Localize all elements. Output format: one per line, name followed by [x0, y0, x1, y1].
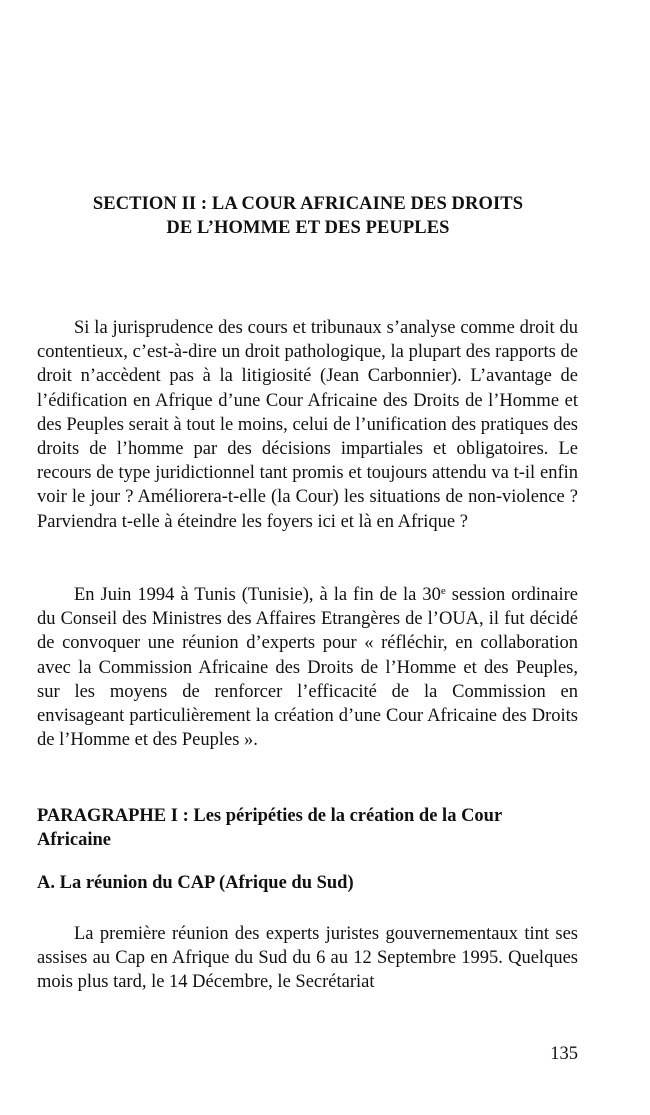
section-title — [40, 192, 576, 240]
paragraph-tunis-text-end: session ordinaire du Conseil des Ministres des Affaires Etrangères de l’OUA, il fut décidé de convoquer une réunion d’experts pour « réfléchir, en collaboration avec la Commission Africaine des Droits de l’Homme et des Peuples, sur les moyens de renforcer l’efficacité de la Commission en envisageant particulièrement la création d’une Cour Africaine des Droits de l’Homme et des Peuples ». — [37, 585, 578, 751]
subsection-heading: A. La réunion du CAP (Afrique du Sud) — [37, 873, 354, 893]
section-title-line-2: DE L’HOMME ET DES PEUPLES — [166, 218, 450, 238]
section-title-line-1: SECTION II : LA COUR AFRICAINE DES DROITS — [92, 194, 524, 214]
paragraph-heading: PARAGRAPHE I : Les péripéties de la création de la Cour Africaine — [37, 806, 502, 850]
paragraph-intro: Si la jurisprudence des cours et tribunaux s’analyse comme droit du contentieux, c’est-à-dire un droit pathologique, la plupart des rapports de droit n’accèdent pas à la litigiosité (Jean Carbonnier). L’avantage de l’édification en Afrique d’une Cour Africaine des Droits de l’Homme et des Peuples serait à tout le moins, celui de l’unification des pratiques des droits de l’homme par des décisions impartiales et obligatoires. Le recours de type juridictionnel tant promis et toujours attendu va t-il enfin voir le jour ? Améliorera-t-elle (la Cour) les situations de non-violence ? Parviendra t-elle à éteindre les foyers ici et là en Afrique ? — [37, 318, 578, 532]
ordinal-superscript: e — [440, 585, 446, 597]
paragraph-cape-meeting: La première réunion des experts juristes gouvernementaux tint ses assises au Cap en Afrique du Sud du 6 au 12 Septembre 1995. Quelques mois plus tard, le 14 Décembre, le Secrétariat — [37, 924, 578, 993]
paragraph-tunis-text-start: En Juin 1994 à Tunis (Tunisie), à la fin de la 30 — [74, 585, 441, 605]
paragraph-tunis-1994 — [37, 583, 578, 752]
page-number: 135 — [550, 1044, 578, 1064]
